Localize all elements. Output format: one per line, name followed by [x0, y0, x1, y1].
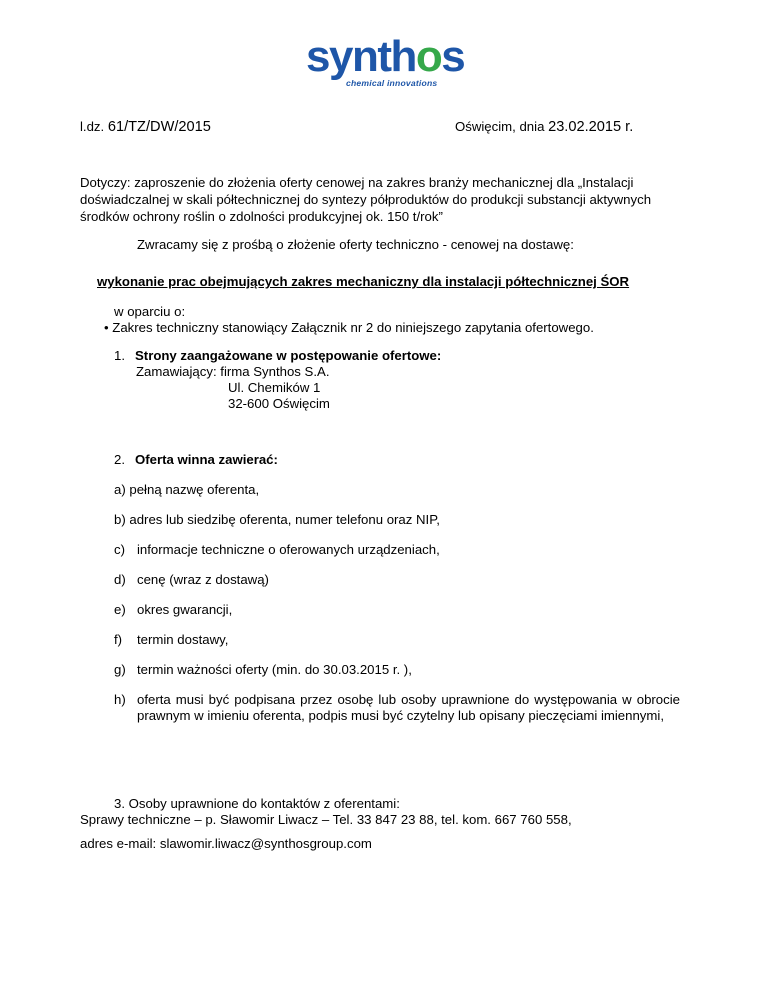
logo-tagline: chemical innovations: [346, 78, 438, 88]
logo-wordmark: synthos: [306, 32, 465, 81]
section2-item-a: a) pełną nazwę oferenta,: [114, 482, 260, 497]
section1-street: Ul. Chemików 1: [228, 380, 321, 395]
scope-title: wykonanie prac obejmujących zakres mechaniczny dla instalacji półtechnicznej ŚOR: [97, 274, 630, 289]
section1-heading: 1. Strony zaangażowane w postępowanie ofertowe:: [114, 348, 442, 363]
synthos-logo: [306, 32, 466, 92]
place-and-date: Oświęcim, dnia 23.02.2015 r.: [455, 119, 634, 135]
basis-bullet: • Zakres techniczny stanowiący Załącznik nr 2 do niniejszego zapytania ofertowego.: [104, 320, 594, 335]
subject-paragraph: Dotyczy: zaproszenie do złożenia oferty cenowej na zakres branży mechanicznej dla „Instalacji doświadczalnej w skali półtechnicznej do syntezy półproduktów do produkcji substancji aktywnych środków ochrony roślin o zdolności produkcyjnej ok. 150 t/rok”: [80, 175, 652, 224]
section1-client: Zamawiający: firma Synthos S.A.: [136, 364, 330, 379]
request-sentence: Zwracamy się z prośbą o złożenie oferty techniczno - cenowej na dostawę:: [137, 237, 574, 252]
section3-heading: 3. Osoby uprawnione do kontaktów z oferentami:: [114, 796, 400, 811]
section3-contact: Sprawy techniczne – p. Sławomir Liwacz – Tel. 33 847 23 88, tel. kom. 667 760 558,: [80, 812, 572, 827]
reference-number: l.dz. 61/TZ/DW/2015: [80, 119, 211, 135]
section1-city: 32-600 Oświęcim: [228, 396, 330, 411]
section3-email: adres e-mail: slawomir.liwacz@synthosgroup.com: [80, 836, 372, 851]
section2-heading: 2. Oferta winna zawierać:: [114, 452, 278, 467]
basis-intro: w oparciu o:: [114, 304, 186, 319]
section2-item-b: b) adres lub siedzibę oferenta, numer telefonu oraz NIP,: [114, 512, 440, 527]
